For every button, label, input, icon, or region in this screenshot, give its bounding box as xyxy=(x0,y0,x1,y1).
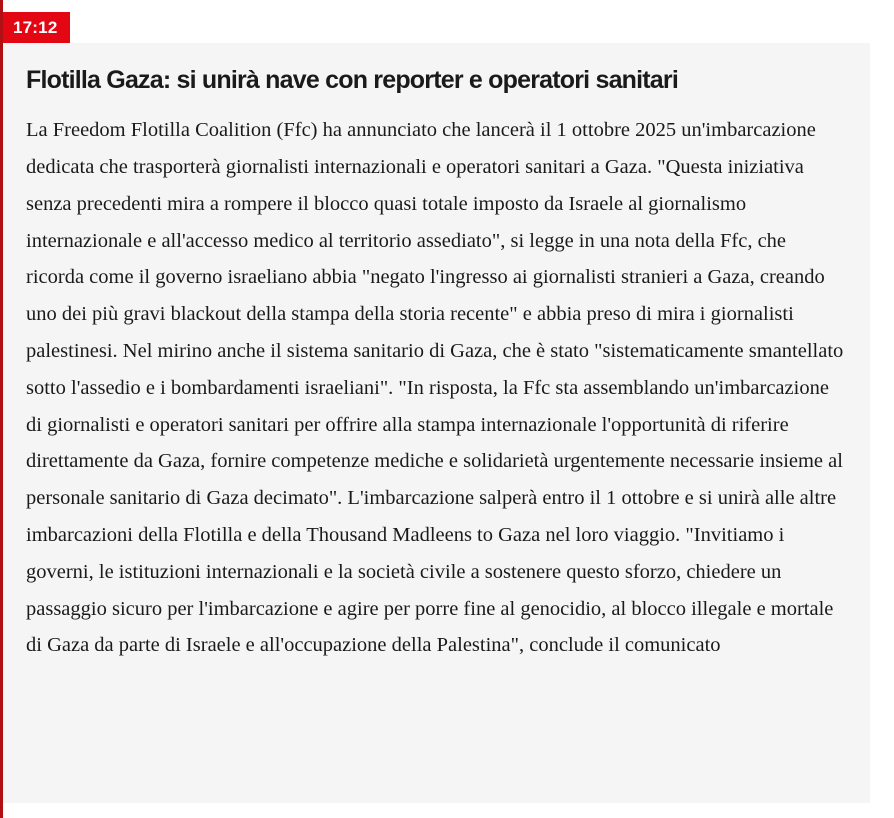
article-body: La Freedom Flotilla Coalition (Ffc) ha annunciato che lancerà il 1 ottobre 2025 un'imbarcazione dedicata che trasporterà giornalisti internazionali e operatori sanitari a Gaza. "Questa iniziativa senza precedenti mira a rompere il blocco quasi totale imposto da Israele al giornalismo internazionale e all'accesso medico al territorio assediato", si legge in una nota della Ffc, che ricorda come il governo israeliano abbia "negato l'ingresso ai giornalisti stranieri a Gaza, creando uno dei più gravi blackout della stampa della storia recente" e abbia preso di mira i giornalisti palestinesi. Nel mirino anche il sistema sanitario di Gaza, che è stato "sistematicamente smantellato sotto l'assedio e i bombardamenti israeliani". "In risposta, la Ffc sta assemblando un'imbarcazione di giornalisti e operatori sanitari per offrire alla stampa internazionale l'opportunità di riferire direttamente da Gaza, fornire competenze mediche e solidarietà urgentemente necessarie insieme al personale sanitario di Gaza decimato". L'imbarcazione salperà entro il 1 ottobre e si unirà alle altre imbarcazioni della Flotilla e della Thousand Madleens to Gaza nel loro viaggio. "Invitiamo i governi, le istituzioni internazionali e la società civile a sostenere questo sforzo, chiedere un passaggio sicuro per l'imbarcazione e agire per porre fine al genocidio, al blocco illegale e mortale di Gaza da parte di Israele e all'occupazione della Palestina", conclude il comunicato xyxy=(26,119,844,657)
liveblog-entry-card xyxy=(3,43,870,803)
timestamp-badge: 17:12 xyxy=(3,12,70,43)
article-title: Flotilla Gaza: si unirà nave con reporter e operatori sanitari xyxy=(26,66,678,94)
